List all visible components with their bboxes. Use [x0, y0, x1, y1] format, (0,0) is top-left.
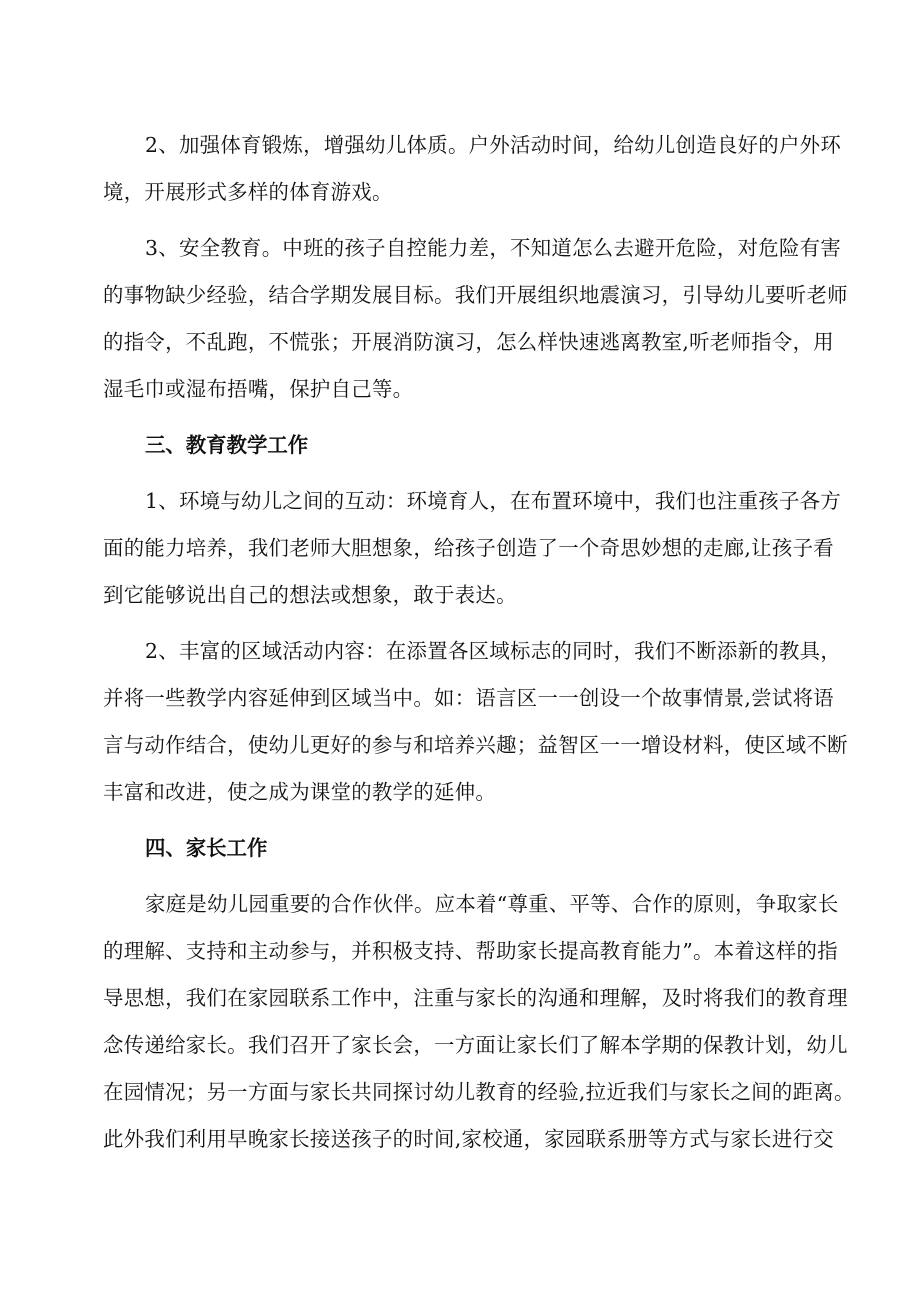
text-line: 在园情况；另一方面与家长共同探讨幼儿教育的经验,拉近我们与家长之间的距离。 — [103, 1080, 855, 1104]
paragraph-environment-interaction — [103, 478, 842, 619]
paragraph-safety-education — [103, 225, 848, 413]
section-heading-teaching: 三、教育教学工作 — [145, 433, 309, 457]
text-line: 境，开展形式多样的体育游戏。 — [103, 180, 393, 204]
text-line: 的指令，不乱跑，不慌张；开展消防演习，怎么样快速逃离教室,听老师指令，用 — [103, 330, 834, 354]
text-line: 2、加强体育锻炼，增强幼儿体质。户外活动时间，给幼儿创造良好的户外环 — [145, 133, 842, 157]
text-line: 3、安全教育。中班的孩子自控能力差，不知道怎么去避开危险，对危险有害 — [145, 236, 842, 260]
text-line: 的事物缺少经验，结合学期发展目标。我们开展组织地震演习，引导幼儿要听老师 — [103, 283, 848, 307]
text-line: 念传递给家长。我们召开了家长会，一方面让家长们了解本学期的保教计划，幼儿 — [103, 1033, 848, 1057]
document-body — [103, 122, 855, 1163]
text-line: 的理解、支持和主动参与，并积极支持、帮助家长提高教育能力”。本着这样的指 — [103, 939, 838, 963]
text-line: 丰富和改进，使之成为课堂的教学的延伸。 — [103, 780, 497, 804]
text-line: 湿毛巾或湿布捂嘴，保护自己等。 — [103, 377, 414, 401]
text-line: 并将一些教学内容延伸到区域当中。如：语言区一一创设一个故事情景,尝试将语 — [103, 686, 834, 710]
text-line: 到它能够说出自己的想法或想象，敢于表达。 — [103, 583, 517, 607]
text-line: 此外我们利用早晚家长接送孩子的时间,家校通，家园联系册等方式与家长进行交 — [103, 1127, 834, 1151]
text-line: 家庭是幼儿园重要的合作伙伴。应本着“尊重、平等、合作的原则，争取家长 — [145, 892, 839, 916]
text-line: 1、环境与幼儿之间的互动：环境育人，在布置环境中，我们也注重孩子各方 — [145, 489, 842, 513]
section-heading-parents: 四、家长工作 — [145, 836, 268, 860]
text-line: 面的能力培养，我们老师大胆想象，给孩子创造了一个奇思妙想的走廊,让孩子看 — [103, 536, 834, 560]
paragraph-parent-work — [103, 881, 855, 1163]
text-line: 2、丰富的区域活动内容：在添置各区域标志的同时，我们不断添新的教具， — [145, 639, 842, 663]
paragraph-physical-exercise — [103, 122, 842, 216]
text-line: 导思想，我们在家园联系工作中，注重与家长的沟通和理解，及时将我们的教育理 — [103, 986, 848, 1010]
paragraph-area-activities — [103, 628, 848, 816]
text-line: 言与动作结合，使幼儿更好的参与和培养兴趣；益智区一一增设材料，使区域不断 — [103, 733, 848, 757]
